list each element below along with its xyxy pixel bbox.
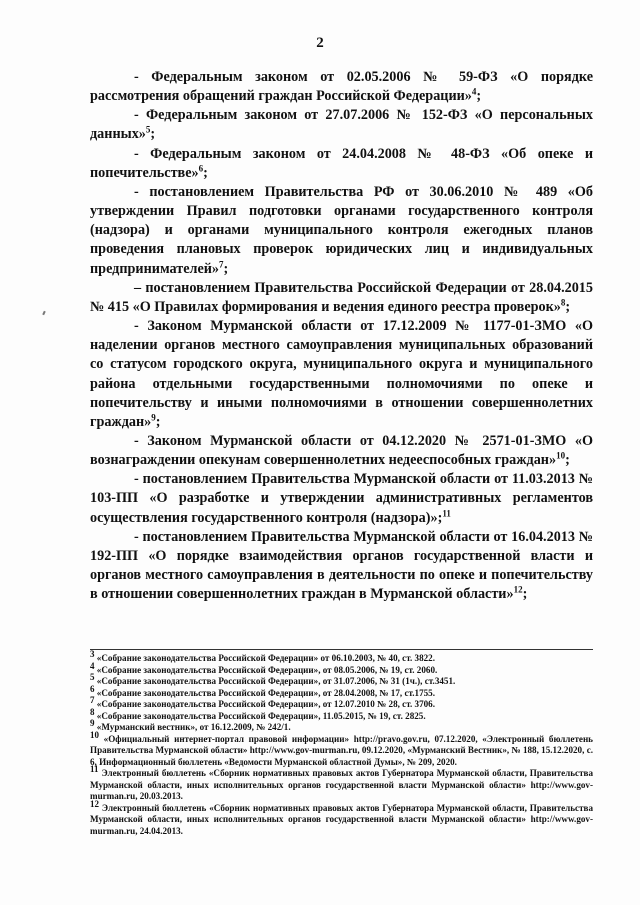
footnote-ref: 4 — [471, 86, 477, 97]
list-item — [90, 145, 593, 183]
list-item — [90, 528, 593, 605]
footnote — [90, 763, 593, 803]
footnote-number: 11 — [90, 763, 99, 774]
footnote-number: 6 — [90, 683, 95, 694]
footnote-number: 3 — [90, 648, 95, 659]
footnote-text: «Собрание законодательства Российской Федерации», 11.05.2015, № 19, ст. 2825. — [96, 710, 426, 721]
footnote-ref: 10 — [556, 450, 566, 461]
footnote-ref: 12 — [513, 584, 523, 595]
footnote-text: «Мурманский вестник», от 16.12.2009, № 242/1. — [96, 722, 291, 732]
footnote-text: «Собрание законодательства Российской Федерации», от 31.07.2006, № 31 (1ч.), ст.3451. — [96, 676, 456, 686]
footnote — [90, 798, 593, 838]
footnote — [90, 717, 593, 734]
footnote — [90, 671, 593, 688]
page-number: 2 — [316, 35, 324, 51]
footnote-ref: 7 — [219, 258, 224, 269]
footnote — [90, 694, 593, 711]
scan-artifact-mark — [42, 311, 46, 315]
list-item-text: - Федеральным законом от 27.07.2006 № 152-ФЗ «О персональных данных» — [90, 107, 593, 143]
list-item-tail: ; — [150, 126, 156, 143]
list-item — [90, 183, 593, 279]
list-item-tail: ; — [223, 260, 229, 277]
list-item-text: - постановлением Правительства РФ от 30.06.2010 № 489 «Об утверждении Правил подготовки органами государственного контроля (надзора) и органами муниципального контроля ежегодных планов проведения плановых проверок юридических лиц и индивидуальных предпринимателей» — [90, 183, 593, 277]
list-item-text: - постановлением Правительства Мурманской области от 11.03.2013 № 103-ПП «О разработке и утверждении административных регламентов осуществления государственного контроля (надзора)»; — [90, 471, 593, 526]
list-item-text: - Законом Мурманской области от 17.12.2009 № 1177-01-ЗМО «О наделении органов местного самоуправления муниципальных образований со статусом городского округа, муниципального округа и муниципального района отдельными государственными полномочиями по опеке и попечительству и иными полномочиями в отношении совершеннолетних граждан» — [90, 318, 593, 430]
list-item — [90, 317, 593, 432]
footnote — [90, 706, 593, 723]
footnote-number: 4 — [90, 660, 95, 671]
list-item-tail: ; — [522, 586, 528, 603]
list-item — [90, 279, 593, 317]
list-item-text: - Федеральным законом от 02.05.2006 № 59-ФЗ «О порядке рассмотрения обращений граждан Российской Федерации» — [90, 69, 593, 105]
list-item — [90, 470, 593, 527]
list-item-tail: ; — [203, 164, 208, 181]
footnote-number: 8 — [90, 706, 95, 717]
footnote-number: 9 — [90, 717, 95, 728]
footnote — [90, 729, 593, 769]
footnote-text: Электронный бюллетень «Сборник нормативных правовых актов Губернатора Мурманской области, Правительства Мурманской области, иных исполнительных органов государственной власти Мурманской области» http://www.gov-murman.ru, 20.03.2013. — [90, 768, 593, 801]
footnote — [90, 648, 593, 665]
footnote-number: 12 — [90, 798, 99, 809]
footnote-ref: 6 — [198, 163, 204, 174]
footnote-ref: 11 — [442, 507, 451, 518]
list-item-tail: ; — [476, 88, 482, 105]
list-item-text: - постановлением Правительства Мурманской области от 16.04.2013 № 192-ПП «О порядке взаимодействия органов государственной власти и органов местного самоуправления в деятельности по опеке и попечительству в отношении совершеннолетних граждан в Мурманской области» — [90, 528, 593, 603]
footnotes-section — [90, 648, 593, 837]
footnote — [90, 660, 593, 677]
list-item — [90, 68, 593, 106]
footnote-text: «Собрание законодательства Российской Федерации» от 06.10.2003, № 40, ст. 3822. — [96, 653, 435, 663]
footnote — [90, 683, 593, 700]
list-item-tail: ; — [155, 413, 161, 430]
footnote-text: Электронный бюллетень «Сборник нормативных правовых актов Губернатора Мурманской области, Правительства Мурманской области, иных исполнительных органов государственной власти Мурманской области» http://www.gov-murman.ru, 24.04.2013. — [90, 802, 593, 836]
legal-basis-list — [90, 68, 593, 604]
footnote-divider — [90, 649, 593, 650]
list-item — [90, 432, 593, 470]
footnote-ref: 5 — [145, 124, 151, 135]
footnote-text: «Собрание законодательства Российской Федерации», от 12.07.2010 № 28, ст. 3706. — [96, 699, 435, 709]
footnote-number: 5 — [90, 671, 95, 682]
footnote-text: «Официальный интернет-портал правовой информации» http://pravo.gov.ru, 07.12.2020, «Электронный бюллетень Правительства Мурманской области» http://www.gov-murman.ru, 09.12.2020, «Мурманский Вестник», № 188, 15.12.2020, с. 6, Информационный бюллетень «Ведомости Мурманской областной Думы», № 209, 2020. — [90, 733, 593, 767]
list-item-text: – постановлением Правительства Российской Федерации от 28.04.2015 № 415 «О Правилах формирования и ведения единого реестра проверок» — [90, 279, 593, 315]
footnote-ref: 9 — [151, 412, 156, 423]
list-item-tail: ; — [565, 298, 571, 315]
footnote-number: 10 — [90, 729, 99, 740]
footnote-number: 7 — [90, 694, 95, 705]
list-item-text: - Законом Мурманской области от 04.12.2020 № 2571-01-ЗМО «О вознаграждении опекунам совершеннолетних недееспособных граждан» — [90, 432, 593, 469]
list-item-text: - Федеральным законом от 24.04.2008 № 48-ФЗ «Об опеке и попечительстве» — [90, 145, 593, 181]
list-item — [90, 106, 593, 144]
footnote-ref: 8 — [560, 297, 566, 308]
list-item-tail: ; — [565, 452, 570, 469]
footnote-text: «Собрание законодательства Российской Федерации», от 08.05.2006, № 19, ст. 2060. — [96, 664, 438, 675]
footnote-text: «Собрание законодательства Российской Федерации», от 28.04.2008, № 17, ст.1755. — [96, 687, 435, 698]
